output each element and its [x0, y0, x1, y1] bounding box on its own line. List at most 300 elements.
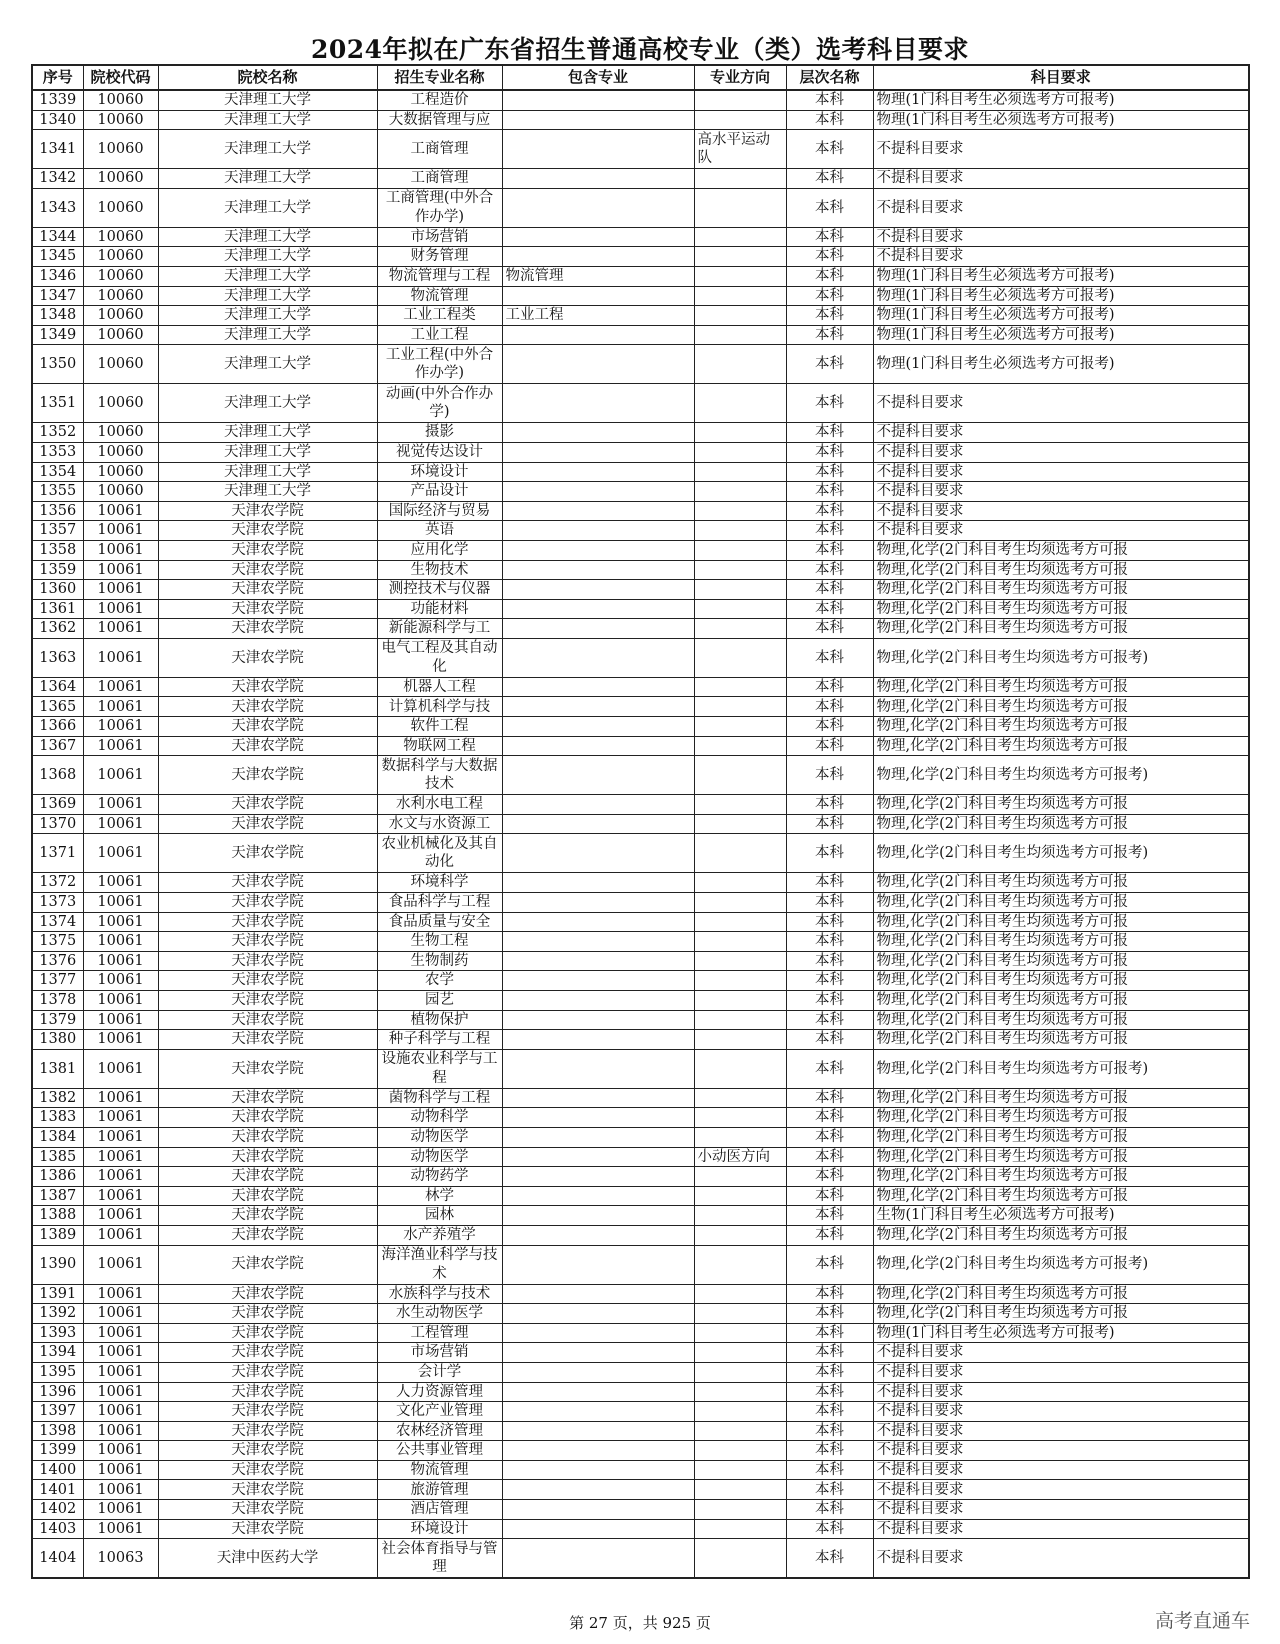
cell-included — [502, 814, 694, 834]
cell-major: 水文与水资源工 — [377, 814, 502, 834]
cell-code: 10061 — [83, 1225, 158, 1245]
cell-direction — [694, 1539, 786, 1579]
cell-level: 本科 — [786, 1382, 873, 1402]
cell-major: 工程造价 — [377, 90, 502, 110]
cell-code: 10060 — [83, 247, 158, 267]
cell-direction — [694, 501, 786, 521]
cell-included — [502, 1049, 694, 1088]
cell-included — [502, 1519, 694, 1539]
cell-requirement: 不提科目要求 — [873, 1343, 1249, 1363]
cell-level: 本科 — [786, 1225, 873, 1245]
cell-direction — [694, 384, 786, 423]
cell-major: 工商管理 — [377, 169, 502, 189]
cell-major: 财务管理 — [377, 247, 502, 267]
cell-seq: 1376 — [32, 951, 83, 971]
table-row — [32, 834, 1249, 873]
table-row — [32, 1284, 1249, 1304]
cell-level: 本科 — [786, 325, 873, 345]
cell-code: 10061 — [83, 501, 158, 521]
cell-level: 本科 — [786, 873, 873, 893]
cell-seq: 1343 — [32, 188, 83, 227]
table-row — [32, 951, 1249, 971]
cell-school: 天津理工大学 — [158, 286, 377, 306]
cell-major: 工业工程 — [377, 325, 502, 345]
table-row — [32, 756, 1249, 795]
cell-seq: 1398 — [32, 1421, 83, 1441]
table-row — [32, 893, 1249, 913]
cell-code: 10061 — [83, 1382, 158, 1402]
cell-school: 天津理工大学 — [158, 227, 377, 247]
cell-requirement: 物理(1门科目考生必须选考方可报考) — [873, 325, 1249, 345]
cell-included — [502, 169, 694, 189]
cell-code: 10060 — [83, 482, 158, 502]
cell-code: 10061 — [83, 1460, 158, 1480]
cell-requirement: 物理,化学(2门科目考生均须选考方可报 — [873, 1186, 1249, 1206]
cell-included — [502, 873, 694, 893]
cell-code: 10061 — [83, 893, 158, 913]
cell-seq: 1403 — [32, 1519, 83, 1539]
cell-major: 文化产业管理 — [377, 1402, 502, 1422]
cell-direction — [694, 1382, 786, 1402]
cell-included — [502, 462, 694, 482]
cell-requirement: 物理,化学(2门科目考生均须选考方可报 — [873, 1108, 1249, 1128]
cell-code: 10061 — [83, 1323, 158, 1343]
cell-code: 10061 — [83, 1167, 158, 1187]
cell-level: 本科 — [786, 188, 873, 227]
cell-school: 天津农学院 — [158, 814, 377, 834]
cell-included — [502, 619, 694, 639]
cell-level: 本科 — [786, 540, 873, 560]
cell-school: 天津理工大学 — [158, 188, 377, 227]
cell-included — [502, 1088, 694, 1108]
cell-seq: 1348 — [32, 306, 83, 326]
cell-seq: 1367 — [32, 736, 83, 756]
cell-code: 10061 — [83, 560, 158, 580]
cell-code: 10061 — [83, 932, 158, 952]
cell-school: 天津农学院 — [158, 951, 377, 971]
cell-requirement: 不提科目要求 — [873, 482, 1249, 502]
cell-requirement: 物理(1门科目考生必须选考方可报考) — [873, 345, 1249, 384]
cell-school: 天津理工大学 — [158, 169, 377, 189]
cell-direction — [694, 1225, 786, 1245]
cell-requirement: 物理,化学(2门科目考生均须选考方可报 — [873, 932, 1249, 952]
cell-level: 本科 — [786, 1519, 873, 1539]
cell-direction — [694, 599, 786, 619]
cell-major: 食品质量与安全 — [377, 912, 502, 932]
cell-major: 园艺 — [377, 991, 502, 1011]
cell-included — [502, 1245, 694, 1284]
cell-major: 物流管理与工程 — [377, 266, 502, 286]
cell-seq: 1354 — [32, 462, 83, 482]
cell-code: 10061 — [83, 756, 158, 795]
cell-seq: 1371 — [32, 834, 83, 873]
cell-level: 本科 — [786, 1460, 873, 1480]
cell-included — [502, 345, 694, 384]
cell-direction — [694, 227, 786, 247]
cell-major: 动物药学 — [377, 1167, 502, 1187]
cell-major: 英语 — [377, 521, 502, 541]
cell-seq: 1393 — [32, 1323, 83, 1343]
cell-major: 计算机科学与技 — [377, 697, 502, 717]
cell-level: 本科 — [786, 286, 873, 306]
cell-direction — [694, 580, 786, 600]
cell-seq: 1352 — [32, 423, 83, 443]
cell-requirement: 物理,化学(2门科目考生均须选考方可报 — [873, 1030, 1249, 1050]
cell-requirement: 不提科目要求 — [873, 1480, 1249, 1500]
cell-direction — [694, 1186, 786, 1206]
cell-code: 10061 — [83, 873, 158, 893]
cell-direction — [694, 247, 786, 267]
table-row — [32, 1539, 1249, 1579]
cell-requirement: 物理,化学(2门科目考生均须选考方可报 — [873, 619, 1249, 639]
table-row — [32, 1421, 1249, 1441]
cell-included — [502, 795, 694, 815]
cell-requirement: 物理,化学(2门科目考生均须选考方可报 — [873, 1304, 1249, 1324]
cell-direction — [694, 442, 786, 462]
cell-seq: 1380 — [32, 1030, 83, 1050]
cell-code: 10061 — [83, 1480, 158, 1500]
table-row — [32, 1519, 1249, 1539]
cell-school: 天津理工大学 — [158, 266, 377, 286]
table-row — [32, 247, 1249, 267]
table-row — [32, 814, 1249, 834]
cell-direction — [694, 462, 786, 482]
cell-requirement: 不提科目要求 — [873, 384, 1249, 423]
cell-major: 生物技术 — [377, 560, 502, 580]
cell-major: 动物医学 — [377, 1127, 502, 1147]
cell-requirement: 物理,化学(2门科目考生均须选考方可报 — [873, 795, 1249, 815]
cell-direction — [694, 951, 786, 971]
table-row — [32, 1127, 1249, 1147]
cell-requirement: 物理,化学(2门科目考生均须选考方可报 — [873, 1284, 1249, 1304]
cell-major: 水族科学与技术 — [377, 1284, 502, 1304]
table-header-row — [32, 65, 1249, 90]
cell-school: 天津农学院 — [158, 1147, 377, 1167]
cell-direction — [694, 834, 786, 873]
cell-school: 天津农学院 — [158, 580, 377, 600]
cell-requirement: 物理,化学(2门科目考生均须选考方可报 — [873, 580, 1249, 600]
table-row — [32, 384, 1249, 423]
table-row — [32, 1460, 1249, 1480]
cell-included — [502, 286, 694, 306]
cell-direction — [694, 90, 786, 110]
cell-level: 本科 — [786, 697, 873, 717]
cell-school: 天津农学院 — [158, 736, 377, 756]
cell-school: 天津农学院 — [158, 1010, 377, 1030]
table-row — [32, 110, 1249, 130]
column-header-direction: 专业方向 — [694, 65, 786, 90]
cell-requirement: 不提科目要求 — [873, 442, 1249, 462]
cell-seq: 1384 — [32, 1127, 83, 1147]
cell-school: 天津农学院 — [158, 1088, 377, 1108]
cell-code: 10061 — [83, 1030, 158, 1050]
cell-requirement: 物理(1门科目考生必须选考方可报考) — [873, 286, 1249, 306]
cell-included — [502, 1343, 694, 1363]
table-row — [32, 932, 1249, 952]
cell-school: 天津农学院 — [158, 1030, 377, 1050]
table-row — [32, 325, 1249, 345]
cell-level: 本科 — [786, 1343, 873, 1363]
cell-direction — [694, 1284, 786, 1304]
cell-direction — [694, 893, 786, 913]
cell-direction — [694, 423, 786, 443]
cell-level: 本科 — [786, 482, 873, 502]
cell-major: 工程管理 — [377, 1323, 502, 1343]
cell-major: 摄影 — [377, 423, 502, 443]
cell-level: 本科 — [786, 90, 873, 110]
cell-seq: 1381 — [32, 1049, 83, 1088]
cell-included — [502, 1362, 694, 1382]
cell-major: 物流管理 — [377, 286, 502, 306]
cell-direction: 高水平运动队 — [694, 130, 786, 169]
cell-requirement: 物理,化学(2门科目考生均须选考方可报 — [873, 912, 1249, 932]
cell-included — [502, 1304, 694, 1324]
cell-code: 10060 — [83, 384, 158, 423]
cell-school: 天津农学院 — [158, 1480, 377, 1500]
cell-direction — [694, 1206, 786, 1226]
cell-requirement: 物理,化学(2门科目考生均须选考方可报 — [873, 697, 1249, 717]
cell-requirement: 物理,化学(2门科目考生均须选考方可报 — [873, 540, 1249, 560]
cell-seq: 1359 — [32, 560, 83, 580]
cell-major: 植物保护 — [377, 1010, 502, 1030]
cell-major: 林学 — [377, 1186, 502, 1206]
cell-code: 10061 — [83, 736, 158, 756]
table-row — [32, 423, 1249, 443]
table-row — [32, 501, 1249, 521]
cell-seq: 1394 — [32, 1343, 83, 1363]
cell-direction — [694, 971, 786, 991]
cell-level: 本科 — [786, 795, 873, 815]
cell-level: 本科 — [786, 501, 873, 521]
table-row — [32, 795, 1249, 815]
cell-seq: 1355 — [32, 482, 83, 502]
cell-code: 10061 — [83, 1500, 158, 1520]
cell-included — [502, 1402, 694, 1422]
cell-included — [502, 1480, 694, 1500]
cell-school: 天津农学院 — [158, 912, 377, 932]
cell-included — [502, 247, 694, 267]
cell-level: 本科 — [786, 1167, 873, 1187]
column-header-included: 包含专业 — [502, 65, 694, 90]
cell-seq: 1353 — [32, 442, 83, 462]
cell-major: 工业工程类 — [377, 306, 502, 326]
cell-included — [502, 1030, 694, 1050]
cell-requirement: 物理,化学(2门科目考生均须选考方可报 — [873, 1225, 1249, 1245]
cell-direction — [694, 1245, 786, 1284]
cell-major: 物流管理 — [377, 1460, 502, 1480]
cell-seq: 1400 — [32, 1460, 83, 1480]
cell-requirement: 不提科目要求 — [873, 188, 1249, 227]
cell-included — [502, 521, 694, 541]
cell-direction — [694, 677, 786, 697]
table-row — [32, 1441, 1249, 1461]
cell-included — [502, 90, 694, 110]
cell-seq: 1347 — [32, 286, 83, 306]
cell-seq: 1369 — [32, 795, 83, 815]
cell-code: 10061 — [83, 991, 158, 1011]
table-row — [32, 1304, 1249, 1324]
brand-watermark-text: 高考直通车 — [1154, 1610, 1250, 1632]
cell-seq: 1349 — [32, 325, 83, 345]
cell-code: 10060 — [83, 442, 158, 462]
cell-seq: 1377 — [32, 971, 83, 991]
cell-major: 大数据管理与应 — [377, 110, 502, 130]
cell-included — [502, 951, 694, 971]
column-header-code: 院校代码 — [83, 65, 158, 90]
cell-school: 天津农学院 — [158, 717, 377, 737]
cell-direction — [694, 345, 786, 384]
cell-direction — [694, 540, 786, 560]
table-row — [32, 1343, 1249, 1363]
cell-included — [502, 482, 694, 502]
table-row — [32, 991, 1249, 1011]
cell-major: 种子科学与工程 — [377, 1030, 502, 1050]
cell-seq: 1346 — [32, 266, 83, 286]
cell-school: 天津理工大学 — [158, 90, 377, 110]
cell-school: 天津农学院 — [158, 834, 377, 873]
cell-seq: 1383 — [32, 1108, 83, 1128]
cell-direction — [694, 1304, 786, 1324]
cell-requirement: 物理,化学(2门科目考生均须选考方可报 — [873, 1167, 1249, 1187]
cell-level: 本科 — [786, 1186, 873, 1206]
cell-requirement: 不提科目要求 — [873, 501, 1249, 521]
cell-requirement: 物理,化学(2门科目考生均须选考方可报考) — [873, 834, 1249, 873]
cell-school: 天津农学院 — [158, 501, 377, 521]
cell-school: 天津农学院 — [158, 638, 377, 677]
cell-requirement: 不提科目要求 — [873, 247, 1249, 267]
cell-major: 应用化学 — [377, 540, 502, 560]
cell-school: 天津理工大学 — [158, 247, 377, 267]
table-row — [32, 1108, 1249, 1128]
cell-code: 10061 — [83, 1441, 158, 1461]
cell-school: 天津理工大学 — [158, 306, 377, 326]
cell-direction — [694, 697, 786, 717]
cell-direction — [694, 1500, 786, 1520]
cell-direction — [694, 795, 786, 815]
cell-code: 10060 — [83, 110, 158, 130]
cell-requirement: 物理,化学(2门科目考生均须选考方可报 — [873, 599, 1249, 619]
table-row — [32, 599, 1249, 619]
cell-included — [502, 227, 694, 247]
cell-major: 水生动物医学 — [377, 1304, 502, 1324]
cell-direction — [694, 1167, 786, 1187]
table-row — [32, 1323, 1249, 1343]
cell-requirement: 物理(1门科目考生必须选考方可报考) — [873, 306, 1249, 326]
cell-included — [502, 1539, 694, 1579]
cell-seq: 1392 — [32, 1304, 83, 1324]
cell-level: 本科 — [786, 834, 873, 873]
cell-seq: 1358 — [32, 540, 83, 560]
cell-included — [502, 1421, 694, 1441]
cell-direction — [694, 1010, 786, 1030]
cell-major: 软件工程 — [377, 717, 502, 737]
cell-code: 10060 — [83, 345, 158, 384]
cell-seq: 1374 — [32, 912, 83, 932]
cell-requirement: 物理,化学(2门科目考生均须选考方可报 — [873, 971, 1249, 991]
cell-school: 天津农学院 — [158, 756, 377, 795]
cell-level: 本科 — [786, 1323, 873, 1343]
table-row — [32, 1049, 1249, 1088]
cell-requirement: 物理,化学(2门科目考生均须选考方可报 — [873, 814, 1249, 834]
cell-included — [502, 540, 694, 560]
cell-included — [502, 188, 694, 227]
cell-school: 天津农学院 — [158, 560, 377, 580]
cell-direction — [694, 756, 786, 795]
table-row — [32, 736, 1249, 756]
cell-major: 新能源科学与工 — [377, 619, 502, 639]
cell-seq: 1372 — [32, 873, 83, 893]
cell-requirement: 物理,化学(2门科目考生均须选考方可报 — [873, 717, 1249, 737]
cell-seq: 1356 — [32, 501, 83, 521]
cell-code: 10061 — [83, 1362, 158, 1382]
table-row — [32, 1225, 1249, 1245]
cell-direction — [694, 1343, 786, 1363]
cell-direction — [694, 560, 786, 580]
table-row — [32, 90, 1249, 110]
table-row — [32, 638, 1249, 677]
cell-direction — [694, 991, 786, 1011]
table-row — [32, 540, 1249, 560]
cell-school: 天津农学院 — [158, 619, 377, 639]
cell-level: 本科 — [786, 951, 873, 971]
cell-seq: 1373 — [32, 893, 83, 913]
cell-requirement: 不提科目要求 — [873, 1402, 1249, 1422]
cell-direction — [694, 1323, 786, 1343]
table-row — [32, 521, 1249, 541]
cell-level: 本科 — [786, 1147, 873, 1167]
cell-seq: 1362 — [32, 619, 83, 639]
column-header-school: 院校名称 — [158, 65, 377, 90]
cell-major: 机器人工程 — [377, 677, 502, 697]
cell-direction — [694, 1460, 786, 1480]
cell-requirement: 物理,化学(2门科目考生均须选考方可报 — [873, 873, 1249, 893]
cell-major: 产品设计 — [377, 482, 502, 502]
cell-included — [502, 717, 694, 737]
cell-level: 本科 — [786, 1127, 873, 1147]
cell-included — [502, 1127, 694, 1147]
cell-seq: 1339 — [32, 90, 83, 110]
cell-school: 天津农学院 — [158, 677, 377, 697]
cell-seq: 1386 — [32, 1167, 83, 1187]
table-row — [32, 169, 1249, 189]
cell-seq: 1396 — [32, 1382, 83, 1402]
cell-included — [502, 1460, 694, 1480]
cell-school: 天津农学院 — [158, 1519, 377, 1539]
cell-level: 本科 — [786, 1088, 873, 1108]
cell-major: 环境设计 — [377, 1519, 502, 1539]
cell-school: 天津农学院 — [158, 1304, 377, 1324]
cell-seq: 1382 — [32, 1088, 83, 1108]
cell-requirement: 物理(1门科目考生必须选考方可报考) — [873, 90, 1249, 110]
table-row — [32, 1206, 1249, 1226]
page-title: 2024年拟在广东省招生普通高校专业（类）选考科目要求 — [310, 35, 970, 64]
cell-level: 本科 — [786, 1539, 873, 1579]
cell-level: 本科 — [786, 169, 873, 189]
cell-major: 园林 — [377, 1206, 502, 1226]
cell-major: 水产养殖学 — [377, 1225, 502, 1245]
cell-seq: 1397 — [32, 1402, 83, 1422]
cell-school: 天津理工大学 — [158, 442, 377, 462]
cell-major: 测控技术与仪器 — [377, 580, 502, 600]
cell-seq: 1360 — [32, 580, 83, 600]
cell-included — [502, 501, 694, 521]
cell-code: 10061 — [83, 1519, 158, 1539]
cell-requirement: 物理,化学(2门科目考生均须选考方可报 — [873, 560, 1249, 580]
cell-requirement: 不提科目要求 — [873, 1441, 1249, 1461]
cell-code: 10061 — [83, 1186, 158, 1206]
cell-code: 10061 — [83, 814, 158, 834]
cell-major: 水利水电工程 — [377, 795, 502, 815]
